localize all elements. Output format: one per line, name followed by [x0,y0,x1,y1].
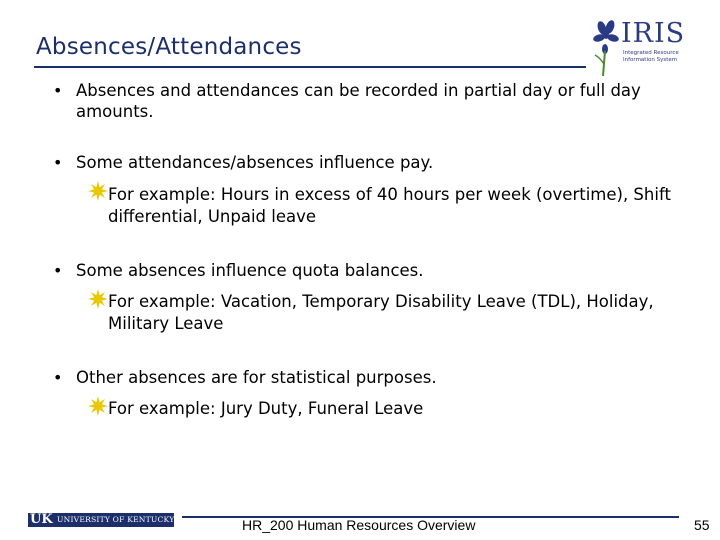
bullet-dot: • [53,81,63,100]
bullet-text-4: Other absences are for statistical purposes. [76,368,437,387]
university-name: UNIVERSITY OF KENTUCKY [57,515,174,524]
logo-tagline: Integrated Resource Information System [623,50,679,63]
bullet-dot: • [53,153,63,172]
footer-course-title: HR_200 Human Resources Overview [242,517,476,533]
sub-bullet-text-3: For example: Vacation, Temporary Disability Leave (TDL), Holiday, Military Leave [108,292,654,333]
bullet-dot: • [53,261,63,280]
starburst-icon [88,181,108,201]
bullet-text-1: Absences and attendances can be recorded in partial day or full day amounts. [76,81,641,121]
page-number: 55 [694,517,710,533]
sub-bullet-text-2: For example: Hours in excess of 40 hours per week (overtime), Shift differential, Unpaid leave [108,185,671,226]
starburst-icon [88,396,108,416]
slide-title: Absences/Attendances [36,34,302,60]
university-mark: UK [30,513,53,527]
logo-wordmark: IRIS [621,18,686,49]
bullet-text-3: Some absences influence quota balances. [76,261,424,280]
title-underline [34,66,586,68]
university-logo-bar [28,513,174,527]
bullet-text-2: Some attendances/absences influence pay. [76,153,434,172]
starburst-icon [88,289,108,309]
sub-bullet-text-4: For example: Jury Duty, Funeral Leave [108,399,424,418]
bullet-dot: • [53,368,63,387]
